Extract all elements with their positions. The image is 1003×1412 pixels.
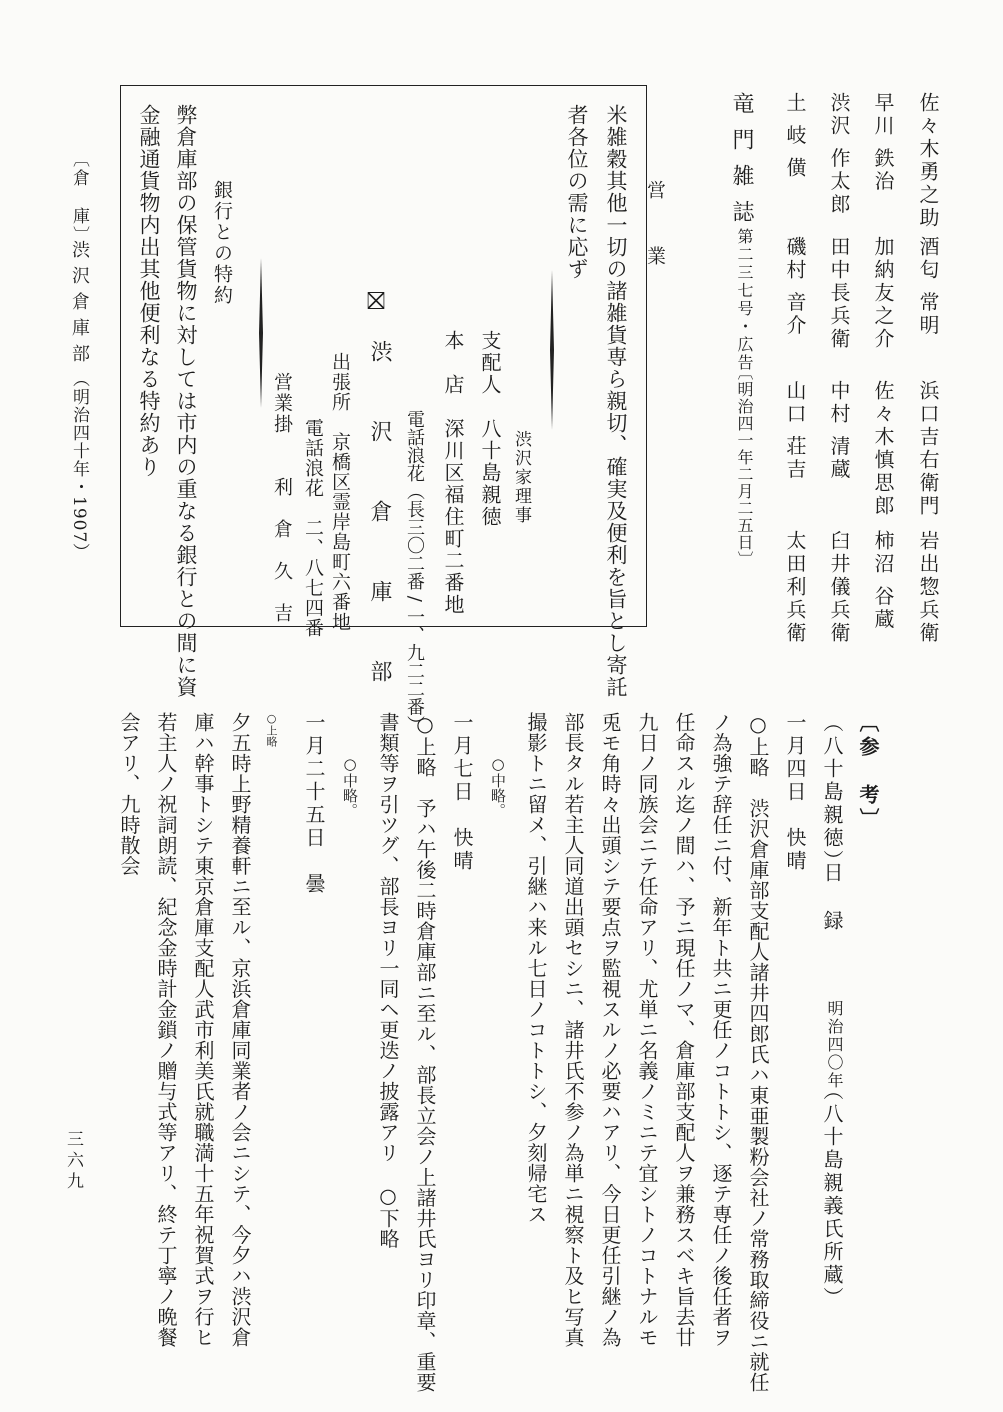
diary-line: 九日ノ同族会ニテ任命アリ、尤単ニ名義ノミニテ宜シトノコトナルモ [635,712,659,1348]
ad-heading: 営 業 [644,180,666,279]
member-name: 太田利兵衛 [783,530,807,645]
member-name: 佐々木慎思郎 [871,380,895,518]
diary-line: 撮影トニ留メ、引継ハ来ル七日ノコトトシ、夕刻帰宅ス [524,712,548,1225]
ornamental-divider [549,270,553,430]
ad-business-line: 者各位の需に応ず [565,104,589,280]
member-name: 酒匂 常明 [916,236,940,338]
source-category: 〔倉 庫〕 [69,150,89,245]
member-column [918,236,938,337]
diary-title: 日 録 [820,862,844,934]
member-name: 岩出惣兵衛 [916,530,940,645]
member-column [785,92,805,180]
diary-line: 夕五時上野精養軒ニ至ル、京浜倉庫同業者ノ会ニシテ、今夕ハ渋沢倉 [228,712,252,1348]
member-column [829,236,849,351]
diary-line: ○上略 予ハ午後二時倉庫部ニ至ル、部長立会ノ上諸井氏ヨリ印章、重要 [413,712,437,1393]
manager-title: 渋沢家理事 [511,430,531,525]
source-year: （明治四十年・1907） [69,370,89,562]
ad-business-line: 米雑穀其他一切の諸雑貨専ら親切、確実及便利を旨とし寄託 [604,104,628,698]
sales-contact: 営業掛 利 倉 久 吉 [271,372,293,624]
member-column [785,380,805,481]
member-column [829,380,849,481]
manager-name: 支配人 八十島親徳 [478,330,502,528]
head-office-phone: 電話浪花（長三〇二番 / 一、九二二番） [404,410,425,734]
diary-line: 若主人ノ祝詞朗読、紀念金時計金鎖ノ贈与式等アリ、終テ丁寧ノ晩餐 [154,712,178,1348]
member-column [785,236,805,337]
diary-line: ○中略。 [341,755,359,818]
member-column [918,380,938,518]
member-name: 佐々木勇之助 [916,92,940,230]
diary-line: 部長タル若主人同道出頭セシニ、諸井氏不参ノ為単ニ視察ト及ヒ写真 [561,712,585,1348]
diary-year: 明治四〇年 [825,1000,844,1090]
diary-line: 一月二十五日 曇 [302,712,326,896]
branch-office: 出張所 京橋区霊岸島町六番地 [329,352,351,632]
company-logo-icon: ⛝ [363,290,391,314]
member-column [918,92,938,230]
member-column [918,530,938,645]
member-name: 土 岐 僙 [783,92,807,180]
diary-line: ○上略 [265,712,278,747]
diary-owner: （八十島親徳） [820,712,844,873]
member-name: 浜口吉右衛門 [916,380,940,518]
bank-text: 金融通貨物内出其他便利なる特約あり [137,104,161,478]
member-name: 加納友之介 [871,236,895,351]
page-number: 三六九 [63,1130,83,1193]
magazine-issue: 第二三七号・広告 [735,228,754,372]
diary-line: 任命スル迄ノ間ハ、予ニ現任ノマ、倉庫部支配人ヲ兼務スベキ旨去廿 [672,712,696,1348]
diary-line: ノ為強テ辞任ニ付、新年ト共ニ更任ノコトトシ、逐テ専任ノ後任者ヲ [709,712,733,1348]
member-column [829,92,849,216]
diary-line: 一月七日 快晴 [450,712,474,873]
head-office-address: 本 店 深川区福住町二番地 [441,330,465,616]
member-name: 田中長兵衛 [827,236,851,351]
ornamental-divider [258,258,262,408]
magazine-title: 竜門雑誌 [729,92,754,236]
member-column [873,236,893,351]
member-name: 柿沼 谷蔵 [871,530,895,632]
member-column [873,380,893,518]
branch-phone: 電話浪花 二、八七四番 [302,418,324,638]
member-name: 磯村 音介 [783,236,807,338]
collection-note: （八十島親義氏所蔵） [820,1080,844,1310]
bank-heading: 銀行との特約 [211,180,233,306]
reference-label: 〔参 考〕 [856,712,880,832]
member-column [873,530,893,631]
member-column [873,92,893,193]
diary-line: 書類等ヲ引ツグ、部長ヨリ一同ヘ更迭ノ披露アリ ○下略 [376,712,400,1249]
member-column [829,530,849,645]
diary-line: 兎モ角時々出頭シテ要点ヲ監視スルノ必要ハアリ、今日更任引継ノ為 [598,712,622,1348]
company-name: 渋 沢 倉 庫 部 [367,340,392,700]
member-name: 山口 荘吉 [783,380,807,482]
diary-line: ○中略。 [489,755,507,818]
diary-line: 一月四日 快晴 [783,712,807,873]
bank-text: 弊倉庫部の保管貨物に対しては市内の重なる銀行との間に資 [174,104,198,698]
diary-line: 庫ハ幹事トシテ東京倉庫支配人武市利美氏就職満十五年祝賀式ヲ行ヒ [191,712,215,1348]
source-entity: 渋沢倉庫部 [69,240,90,370]
magazine-date: 〔明治四一年二月二五日〕 [735,364,754,568]
member-name: 早川 鉄治 [871,92,895,194]
member-name: 中村 清蔵 [827,380,851,482]
member-name: 臼井儀兵衛 [827,530,851,645]
diary-line: ○上略 渋沢倉庫部支配人諸井四郎氏ハ東亜製粉会社ノ常務取締役ニ就任 [746,712,770,1393]
diary-line: 会アリ、九時散会 [117,712,141,876]
member-name: 渋沢 作太郎 [827,92,851,217]
member-column [785,530,805,645]
